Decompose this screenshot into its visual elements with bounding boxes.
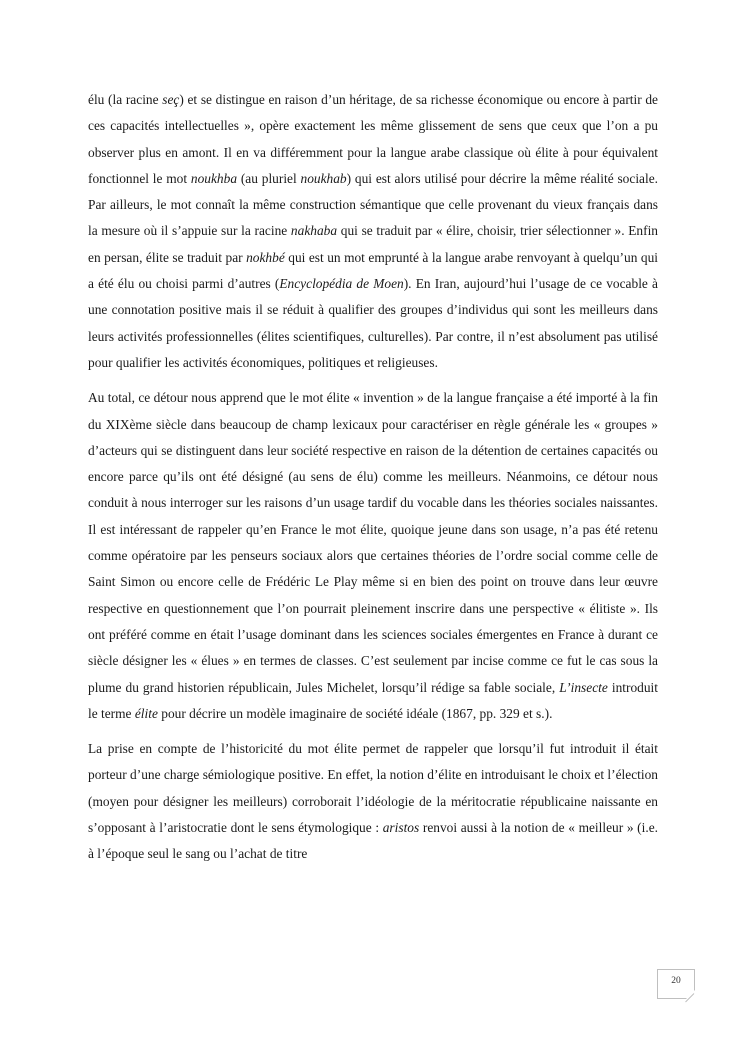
paragraph-2	[88, 385, 658, 727]
text-run: qui est un mot emprunté à la langue arabe renvoyant à quelqu’un qui a été élu ou choisi parmi d’autres (	[88, 249, 658, 292]
italic-term: noukhab	[300, 170, 347, 186]
italic-term: L’insecte	[559, 679, 608, 695]
text-run: ). En Iran, aujourd’hui l’usage de ce vocable à une connotation positive mais il se réduit à qualifier des groupes d’individus qui sont les meilleurs dans leurs activités professionnelles (élites scientifiques, culturelles). Par contre, il n’est absolument pas utilisé pour qualifier les activités économiques, politiques et religieuses.	[88, 276, 658, 370]
text-run: (au pluriel	[237, 170, 301, 186]
body-text	[88, 87, 658, 868]
paragraph-3	[88, 736, 658, 867]
italic-term: noukhba	[190, 170, 238, 186]
italic-term: aristos	[382, 820, 420, 836]
page-number: 20	[671, 976, 681, 986]
italic-term: nokhbé	[246, 249, 285, 265]
text-run: pour décrire un modèle imaginaire de société idéale (1867, pp. 329 et s.).	[157, 705, 553, 721]
italic-term: Encyclopédia de Moen	[279, 276, 404, 292]
text-run: renvoi aussi à la notion de « meilleur » (i.e. à l’époque seul le sang ou l’achat de titre	[88, 820, 659, 862]
text-run: Au total, ce détour nous apprend que le mot élite « invention » de la langue française a été importé à la fin du XIXème siècle dans beaucoup de champ lexicaux pour caractériser en règle générale les « groupes » d’acteurs qui se distinguent dans leur société respective en raison de la détention de certaines capacités ou encore parce qu’ils ont été désigné (au sens de élu) comme les meilleurs. Néanmoins, ce détour nous conduit à nous interroger sur les raisons d’un usage tardif du vocable dans les théories sociales naissantes. Il est intéressant de rappeler qu’en France le mot élite, quoique jeune dans son usage, n’a pas été retenu comme opératoire par les penseurs sociaux alors que certaines théories de l’ordre social comme celle de Saint Simon ou encore celle de Frédéric Le Play même si en bien des point on trouve dans leur œuvre respective en questionnement que l’on pourrait pleinement inscrire dans une perspective « élitiste ». Ils ont préféré comme en était l’usage dominant dans les sciences sociales émergentes en France à durant ce siècle désigner les « élues » en termes de classes. C’est seulement par incise comme ce fut le cas sous la plume du grand historien républicain, Jules Michelet, lorsqu’il rédige sa fable sociale,	[88, 390, 658, 695]
text-run: La prise en compte de l’historicité du mot élite permet de rappeler que lorsqu’il fut introduit il était porteur d’une charge sémiologique positive. En effet, la notion d’élite en introduisant le choix et l’élection (moyen pour désigner les meilleurs) corroborait l’idéologie de la méritocratie républicaine naissante en s’opposant à l’aristocratie dont le sens étymologique :	[88, 741, 658, 836]
italic-term: nakhaba	[290, 223, 338, 239]
text-run: ) et se distingue en raison d’un héritage, de sa richesse économique ou encore à partir de ces capacités intellectuelles », opère exactement les même glissement de sens que ceux que l’on a pu observer plus en amont. Il en va différemment pour la langue arabe classique où élite à pour équivalent fonctionnel le mot	[88, 92, 659, 186]
text-run: introduit le terme	[88, 679, 658, 721]
italic-term: seç	[162, 92, 180, 107]
page-number-box	[657, 969, 695, 999]
text-run: ) qui est alors utilisé pour décrire la même réalité sociale. Par ailleurs, le mot connaît la même construction sémantique que celle provenant du vieux français dans la mesure où il s’appuie sur la racine	[88, 170, 658, 239]
italic-term: élite	[134, 705, 158, 721]
text-run: qui se traduit par « élire, choisir, trier sélectionner ». Enfin en persan, élite se traduit par	[88, 223, 659, 265]
paragraph-1	[88, 87, 658, 376]
text-run: élu (la racine	[88, 92, 163, 107]
